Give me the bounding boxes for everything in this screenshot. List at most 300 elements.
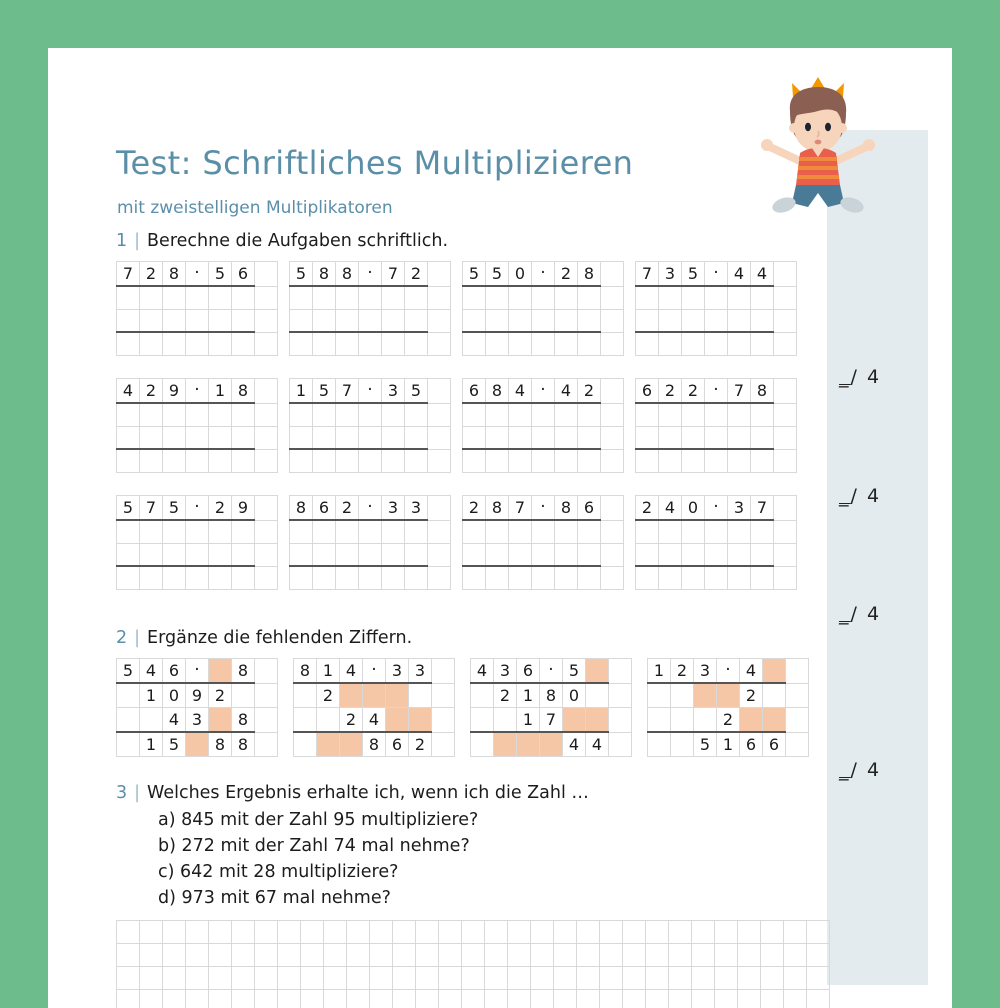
grid-cell[interactable] xyxy=(600,944,623,967)
grid-cell[interactable] xyxy=(532,286,555,309)
grid-cell[interactable] xyxy=(416,944,439,967)
grid-cell[interactable] xyxy=(636,566,659,589)
grid-cell[interactable] xyxy=(324,921,347,944)
grid-cell[interactable] xyxy=(324,990,347,1008)
grid-cell[interactable] xyxy=(255,496,278,521)
grid-cell[interactable] xyxy=(715,944,738,967)
grid-cell[interactable] xyxy=(659,332,682,355)
problem-digit-cell[interactable]: 5 xyxy=(117,496,140,521)
grid-cell[interactable] xyxy=(294,732,317,757)
grid-cell[interactable] xyxy=(531,967,554,990)
problem-digit-cell[interactable]: 8 xyxy=(336,262,359,287)
grid-cell[interactable] xyxy=(186,286,209,309)
grid-cell[interactable] xyxy=(140,921,163,944)
grid-cell[interactable] xyxy=(646,921,669,944)
grid-cell[interactable] xyxy=(705,449,728,472)
grid-cell[interactable] xyxy=(601,332,624,355)
missing-digit-cell[interactable] xyxy=(563,708,586,733)
grid-cell[interactable] xyxy=(359,286,382,309)
grid-cell[interactable] xyxy=(486,309,509,332)
grid-cell[interactable] xyxy=(416,990,439,1008)
grid-cell[interactable] xyxy=(428,379,451,404)
grid-cell[interactable] xyxy=(382,426,405,449)
grid-cell[interactable] xyxy=(382,543,405,566)
grid-cell[interactable] xyxy=(486,566,509,589)
given-digit-cell[interactable]: 5 xyxy=(563,659,586,684)
grid-cell[interactable] xyxy=(784,944,807,967)
grid-cell[interactable] xyxy=(232,944,255,967)
grid-cell[interactable] xyxy=(232,309,255,332)
grid-cell[interactable] xyxy=(232,332,255,355)
grid-cell[interactable] xyxy=(347,990,370,1008)
missing-digit-cell[interactable] xyxy=(763,708,786,733)
grid-cell[interactable] xyxy=(601,449,624,472)
grid-cell[interactable] xyxy=(532,566,555,589)
grid-cell[interactable] xyxy=(117,449,140,472)
grid-cell[interactable] xyxy=(648,683,671,708)
given-digit-cell[interactable]: · xyxy=(540,659,563,684)
missing-digits-grid[interactable] xyxy=(116,658,278,757)
grid-cell[interactable] xyxy=(117,944,140,967)
grid-cell[interactable] xyxy=(255,332,278,355)
grid-cell[interactable] xyxy=(462,944,485,967)
grid-cell[interactable] xyxy=(578,309,601,332)
grid-cell[interactable] xyxy=(578,332,601,355)
grid-cell[interactable] xyxy=(578,426,601,449)
grid-cell[interactable] xyxy=(117,708,140,733)
grid-cell[interactable] xyxy=(471,683,494,708)
grid-cell[interactable] xyxy=(601,309,624,332)
grid-cell[interactable] xyxy=(209,967,232,990)
grid-cell[interactable] xyxy=(255,262,278,287)
grid-cell[interactable] xyxy=(738,944,761,967)
grid-cell[interactable] xyxy=(508,990,531,1008)
grid-cell[interactable] xyxy=(509,286,532,309)
grid-cell[interactable] xyxy=(163,449,186,472)
grid-cell[interactable] xyxy=(462,967,485,990)
grid-cell[interactable] xyxy=(186,520,209,543)
grid-cell[interactable] xyxy=(255,990,278,1008)
given-digit-cell[interactable]: 8 xyxy=(363,732,386,757)
grid-cell[interactable] xyxy=(774,379,797,404)
given-digit-cell[interactable]: 5 xyxy=(117,659,140,684)
grid-cell[interactable] xyxy=(313,566,336,589)
grid-cell[interactable] xyxy=(232,286,255,309)
multiplication-problem-grid[interactable] xyxy=(116,378,278,473)
problem-digit-cell[interactable]: 5 xyxy=(486,262,509,287)
grid-cell[interactable] xyxy=(428,543,451,566)
score-mark[interactable] xyxy=(839,603,919,625)
grid-cell[interactable] xyxy=(485,990,508,1008)
missing-digit-cell[interactable] xyxy=(517,732,540,757)
grid-cell[interactable] xyxy=(209,286,232,309)
problem-digit-cell[interactable]: 8 xyxy=(486,379,509,404)
grid-cell[interactable] xyxy=(278,921,301,944)
grid-cell[interactable] xyxy=(209,403,232,426)
problem-digit-cell[interactable]: 5 xyxy=(463,262,486,287)
grid-cell[interactable] xyxy=(728,449,751,472)
grid-cell[interactable] xyxy=(336,286,359,309)
grid-cell[interactable] xyxy=(255,732,278,757)
grid-cell[interactable] xyxy=(186,990,209,1008)
grid-cell[interactable] xyxy=(705,426,728,449)
grid-cell[interactable] xyxy=(601,496,624,521)
grid-cell[interactable] xyxy=(428,426,451,449)
grid-cell[interactable] xyxy=(485,921,508,944)
grid-cell[interactable] xyxy=(232,543,255,566)
score-slot[interactable]: _ xyxy=(839,759,851,781)
grid-cell[interactable] xyxy=(359,403,382,426)
score-mark[interactable] xyxy=(839,366,919,388)
grid-cell[interactable] xyxy=(705,520,728,543)
grid-cell[interactable] xyxy=(659,449,682,472)
grid-cell[interactable] xyxy=(186,426,209,449)
grid-cell[interactable] xyxy=(428,332,451,355)
given-digit-cell[interactable]: 4 xyxy=(586,732,609,757)
grid-cell[interactable] xyxy=(301,990,324,1008)
grid-cell[interactable] xyxy=(294,708,317,733)
grid-cell[interactable] xyxy=(774,332,797,355)
problem-digit-cell[interactable]: · xyxy=(359,262,382,287)
missing-digit-cell[interactable] xyxy=(386,708,409,733)
grid-cell[interactable] xyxy=(682,543,705,566)
grid-cell[interactable] xyxy=(382,286,405,309)
grid-cell[interactable] xyxy=(290,566,313,589)
multiplication-problem-grid[interactable] xyxy=(462,495,624,590)
grid-cell[interactable] xyxy=(509,403,532,426)
grid-cell[interactable] xyxy=(117,403,140,426)
grid-cell[interactable] xyxy=(578,566,601,589)
grid-cell[interactable] xyxy=(463,426,486,449)
grid-cell[interactable] xyxy=(715,967,738,990)
grid-cell[interactable] xyxy=(705,543,728,566)
problem-digit-cell[interactable]: 2 xyxy=(659,379,682,404)
grid-cell[interactable] xyxy=(462,990,485,1008)
grid-cell[interactable] xyxy=(671,708,694,733)
grid-cell[interactable] xyxy=(531,944,554,967)
grid-cell[interactable] xyxy=(313,426,336,449)
grid-cell[interactable] xyxy=(786,732,809,757)
problem-digit-cell[interactable]: 4 xyxy=(509,379,532,404)
grid-cell[interactable] xyxy=(532,309,555,332)
grid-cell[interactable] xyxy=(715,990,738,1008)
grid-cell[interactable] xyxy=(140,990,163,1008)
multiplication-problem-grid[interactable] xyxy=(116,261,278,356)
grid-cell[interactable] xyxy=(600,921,623,944)
problem-digit-cell[interactable]: 4 xyxy=(728,262,751,287)
grid-cell[interactable] xyxy=(313,403,336,426)
grid-cell[interactable] xyxy=(692,944,715,967)
grid-cell[interactable] xyxy=(439,967,462,990)
problem-digit-cell[interactable]: 5 xyxy=(209,262,232,287)
grid-cell[interactable] xyxy=(359,520,382,543)
grid-cell[interactable] xyxy=(738,921,761,944)
grid-cell[interactable] xyxy=(117,309,140,332)
grid-cell[interactable] xyxy=(163,921,186,944)
grid-cell[interactable] xyxy=(336,403,359,426)
grid-cell[interactable] xyxy=(313,309,336,332)
grid-cell[interactable] xyxy=(728,286,751,309)
grid-cell[interactable] xyxy=(554,990,577,1008)
missing-digit-cell[interactable] xyxy=(386,683,409,708)
grid-cell[interactable] xyxy=(186,944,209,967)
grid-cell[interactable] xyxy=(428,496,451,521)
given-digit-cell[interactable]: 2 xyxy=(209,683,232,708)
given-digit-cell[interactable]: 1 xyxy=(717,732,740,757)
problem-digit-cell[interactable]: · xyxy=(532,262,555,287)
grid-cell[interactable] xyxy=(232,520,255,543)
grid-cell[interactable] xyxy=(751,449,774,472)
grid-cell[interactable] xyxy=(255,286,278,309)
problem-digit-cell[interactable]: 8 xyxy=(555,496,578,521)
problem-digit-cell[interactable]: 9 xyxy=(163,379,186,404)
grid-cell[interactable] xyxy=(609,683,632,708)
grid-cell[interactable] xyxy=(140,426,163,449)
score-slot[interactable]: _ xyxy=(839,603,851,625)
grid-cell[interactable] xyxy=(255,449,278,472)
grid-cell[interactable] xyxy=(623,944,646,967)
grid-cell[interactable] xyxy=(728,520,751,543)
given-digit-cell[interactable]: · xyxy=(186,659,209,684)
grid-cell[interactable] xyxy=(471,732,494,757)
grid-cell[interactable] xyxy=(646,944,669,967)
grid-cell[interactable] xyxy=(255,403,278,426)
grid-cell[interactable] xyxy=(578,286,601,309)
grid-cell[interactable] xyxy=(163,286,186,309)
given-digit-cell[interactable]: 6 xyxy=(386,732,409,757)
grid-cell[interactable] xyxy=(609,708,632,733)
problem-digit-cell[interactable]: 2 xyxy=(336,496,359,521)
grid-cell[interactable] xyxy=(659,543,682,566)
grid-cell[interactable] xyxy=(554,921,577,944)
grid-cell[interactable] xyxy=(382,403,405,426)
grid-cell[interactable] xyxy=(382,566,405,589)
grid-cell[interactable] xyxy=(494,708,517,733)
grid-cell[interactable] xyxy=(255,520,278,543)
grid-cell[interactable] xyxy=(774,309,797,332)
multiplication-problem-grid[interactable] xyxy=(635,378,797,473)
problem-digit-cell[interactable]: 8 xyxy=(313,262,336,287)
grid-cell[interactable] xyxy=(705,309,728,332)
problem-digit-cell[interactable]: · xyxy=(186,496,209,521)
problem-digit-cell[interactable]: 3 xyxy=(659,262,682,287)
grid-cell[interactable] xyxy=(786,683,809,708)
given-digit-cell[interactable]: 2 xyxy=(317,683,340,708)
problem-digit-cell[interactable]: 6 xyxy=(232,262,255,287)
grid-cell[interactable] xyxy=(140,708,163,733)
grid-cell[interactable] xyxy=(393,944,416,967)
problem-digit-cell[interactable]: 9 xyxy=(232,496,255,521)
grid-cell[interactable] xyxy=(209,520,232,543)
problem-digit-cell[interactable]: 8 xyxy=(163,262,186,287)
grid-cell[interactable] xyxy=(577,921,600,944)
grid-cell[interactable] xyxy=(232,566,255,589)
grid-cell[interactable] xyxy=(646,967,669,990)
grid-cell[interactable] xyxy=(648,732,671,757)
grid-cell[interactable] xyxy=(140,543,163,566)
grid-cell[interactable] xyxy=(636,520,659,543)
problem-digit-cell[interactable]: · xyxy=(186,379,209,404)
grid-cell[interactable] xyxy=(600,990,623,1008)
grid-cell[interactable] xyxy=(370,967,393,990)
grid-cell[interactable] xyxy=(347,944,370,967)
grid-cell[interactable] xyxy=(659,426,682,449)
grid-cell[interactable] xyxy=(370,990,393,1008)
grid-cell[interactable] xyxy=(728,543,751,566)
problem-digit-cell[interactable]: 2 xyxy=(209,496,232,521)
given-digit-cell[interactable]: 2 xyxy=(717,708,740,733)
grid-cell[interactable] xyxy=(209,944,232,967)
multiplication-problem-grid[interactable] xyxy=(462,378,624,473)
given-digit-cell[interactable]: 4 xyxy=(340,659,363,684)
grid-cell[interactable] xyxy=(682,286,705,309)
grid-cell[interactable] xyxy=(439,921,462,944)
problem-digit-cell[interactable]: 7 xyxy=(117,262,140,287)
grid-cell[interactable] xyxy=(774,520,797,543)
grid-cell[interactable] xyxy=(405,309,428,332)
grid-cell[interactable] xyxy=(232,990,255,1008)
grid-cell[interactable] xyxy=(463,332,486,355)
grid-cell[interactable] xyxy=(432,732,455,757)
problem-digit-cell[interactable]: 8 xyxy=(751,379,774,404)
missing-digit-cell[interactable] xyxy=(586,659,609,684)
problem-digit-cell[interactable]: · xyxy=(532,379,555,404)
grid-cell[interactable] xyxy=(301,921,324,944)
grid-cell[interactable] xyxy=(774,566,797,589)
problem-digit-cell[interactable]: 3 xyxy=(728,496,751,521)
problem-digit-cell[interactable]: · xyxy=(705,379,728,404)
grid-cell[interactable] xyxy=(578,449,601,472)
grid-cell[interactable] xyxy=(313,286,336,309)
grid-cell[interactable] xyxy=(646,990,669,1008)
given-digit-cell[interactable]: 4 xyxy=(163,708,186,733)
problem-digit-cell[interactable]: 8 xyxy=(486,496,509,521)
grid-cell[interactable] xyxy=(463,403,486,426)
grid-cell[interactable] xyxy=(347,967,370,990)
grid-cell[interactable] xyxy=(531,990,554,1008)
grid-cell[interactable] xyxy=(636,449,659,472)
grid-cell[interactable] xyxy=(774,543,797,566)
grid-cell[interactable] xyxy=(186,543,209,566)
grid-cell[interactable] xyxy=(751,520,774,543)
multiplication-problem-grid[interactable] xyxy=(116,495,278,590)
grid-cell[interactable] xyxy=(255,379,278,404)
problem-digit-cell[interactable]: 2 xyxy=(463,496,486,521)
grid-cell[interactable] xyxy=(509,520,532,543)
grid-cell[interactable] xyxy=(807,944,830,967)
multiplication-problem-grid[interactable] xyxy=(635,261,797,356)
problem-digit-cell[interactable]: 4 xyxy=(117,379,140,404)
answer-grid[interactable] xyxy=(116,920,830,1008)
grid-cell[interactable] xyxy=(586,683,609,708)
missing-digit-cell[interactable] xyxy=(540,732,563,757)
grid-cell[interactable] xyxy=(336,309,359,332)
grid-cell[interactable] xyxy=(255,944,278,967)
grid-cell[interactable] xyxy=(463,520,486,543)
grid-cell[interactable] xyxy=(405,286,428,309)
grid-cell[interactable] xyxy=(313,332,336,355)
grid-cell[interactable] xyxy=(715,921,738,944)
grid-cell[interactable] xyxy=(255,659,278,684)
grid-cell[interactable] xyxy=(682,566,705,589)
grid-cell[interactable] xyxy=(336,520,359,543)
grid-cell[interactable] xyxy=(671,683,694,708)
grid-cell[interactable] xyxy=(163,309,186,332)
grid-cell[interactable] xyxy=(669,921,692,944)
grid-cell[interactable] xyxy=(509,449,532,472)
score-mark[interactable] xyxy=(839,759,919,781)
grid-cell[interactable] xyxy=(648,708,671,733)
grid-cell[interactable] xyxy=(682,403,705,426)
grid-cell[interactable] xyxy=(405,520,428,543)
grid-cell[interactable] xyxy=(232,449,255,472)
grid-cell[interactable] xyxy=(140,309,163,332)
grid-cell[interactable] xyxy=(359,309,382,332)
grid-cell[interactable] xyxy=(290,449,313,472)
given-digit-cell[interactable]: 6 xyxy=(517,659,540,684)
given-digit-cell[interactable]: 3 xyxy=(386,659,409,684)
grid-cell[interactable] xyxy=(509,543,532,566)
grid-cell[interactable] xyxy=(359,543,382,566)
missing-digit-cell[interactable] xyxy=(209,708,232,733)
missing-digit-cell[interactable] xyxy=(409,708,432,733)
missing-digits-grid[interactable] xyxy=(470,658,632,757)
grid-cell[interactable] xyxy=(140,449,163,472)
grid-cell[interactable] xyxy=(140,967,163,990)
problem-digit-cell[interactable]: 1 xyxy=(209,379,232,404)
grid-cell[interactable] xyxy=(682,332,705,355)
missing-digits-grid[interactable] xyxy=(293,658,455,757)
grid-cell[interactable] xyxy=(186,403,209,426)
grid-cell[interactable] xyxy=(163,403,186,426)
grid-cell[interactable] xyxy=(601,426,624,449)
grid-cell[interactable] xyxy=(117,286,140,309)
grid-cell[interactable] xyxy=(117,566,140,589)
problem-digit-cell[interactable]: 5 xyxy=(290,262,313,287)
grid-cell[interactable] xyxy=(682,426,705,449)
multiplication-problem-grid[interactable] xyxy=(462,261,624,356)
problem-digit-cell[interactable]: 5 xyxy=(405,379,428,404)
problem-digit-cell[interactable]: · xyxy=(359,379,382,404)
grid-cell[interactable] xyxy=(432,659,455,684)
grid-cell[interactable] xyxy=(294,683,317,708)
grid-cell[interactable] xyxy=(290,543,313,566)
given-digit-cell[interactable]: 2 xyxy=(494,683,517,708)
grid-cell[interactable] xyxy=(405,332,428,355)
problem-digit-cell[interactable]: 7 xyxy=(728,379,751,404)
grid-cell[interactable] xyxy=(117,520,140,543)
grid-cell[interactable] xyxy=(600,967,623,990)
grid-cell[interactable] xyxy=(761,921,784,944)
grid-cell[interactable] xyxy=(659,403,682,426)
grid-cell[interactable] xyxy=(578,543,601,566)
grid-cell[interactable] xyxy=(623,990,646,1008)
grid-cell[interactable] xyxy=(609,659,632,684)
grid-cell[interactable] xyxy=(578,403,601,426)
grid-cell[interactable] xyxy=(601,566,624,589)
grid-cell[interactable] xyxy=(405,426,428,449)
grid-cell[interactable] xyxy=(486,403,509,426)
problem-digit-cell[interactable]: 1 xyxy=(290,379,313,404)
grid-cell[interactable] xyxy=(347,921,370,944)
problem-digit-cell[interactable]: 5 xyxy=(313,379,336,404)
grid-cell[interactable] xyxy=(393,990,416,1008)
grid-cell[interactable] xyxy=(117,683,140,708)
grid-cell[interactable] xyxy=(509,426,532,449)
grid-cell[interactable] xyxy=(117,426,140,449)
given-digit-cell[interactable]: 1 xyxy=(140,683,163,708)
grid-cell[interactable] xyxy=(186,967,209,990)
